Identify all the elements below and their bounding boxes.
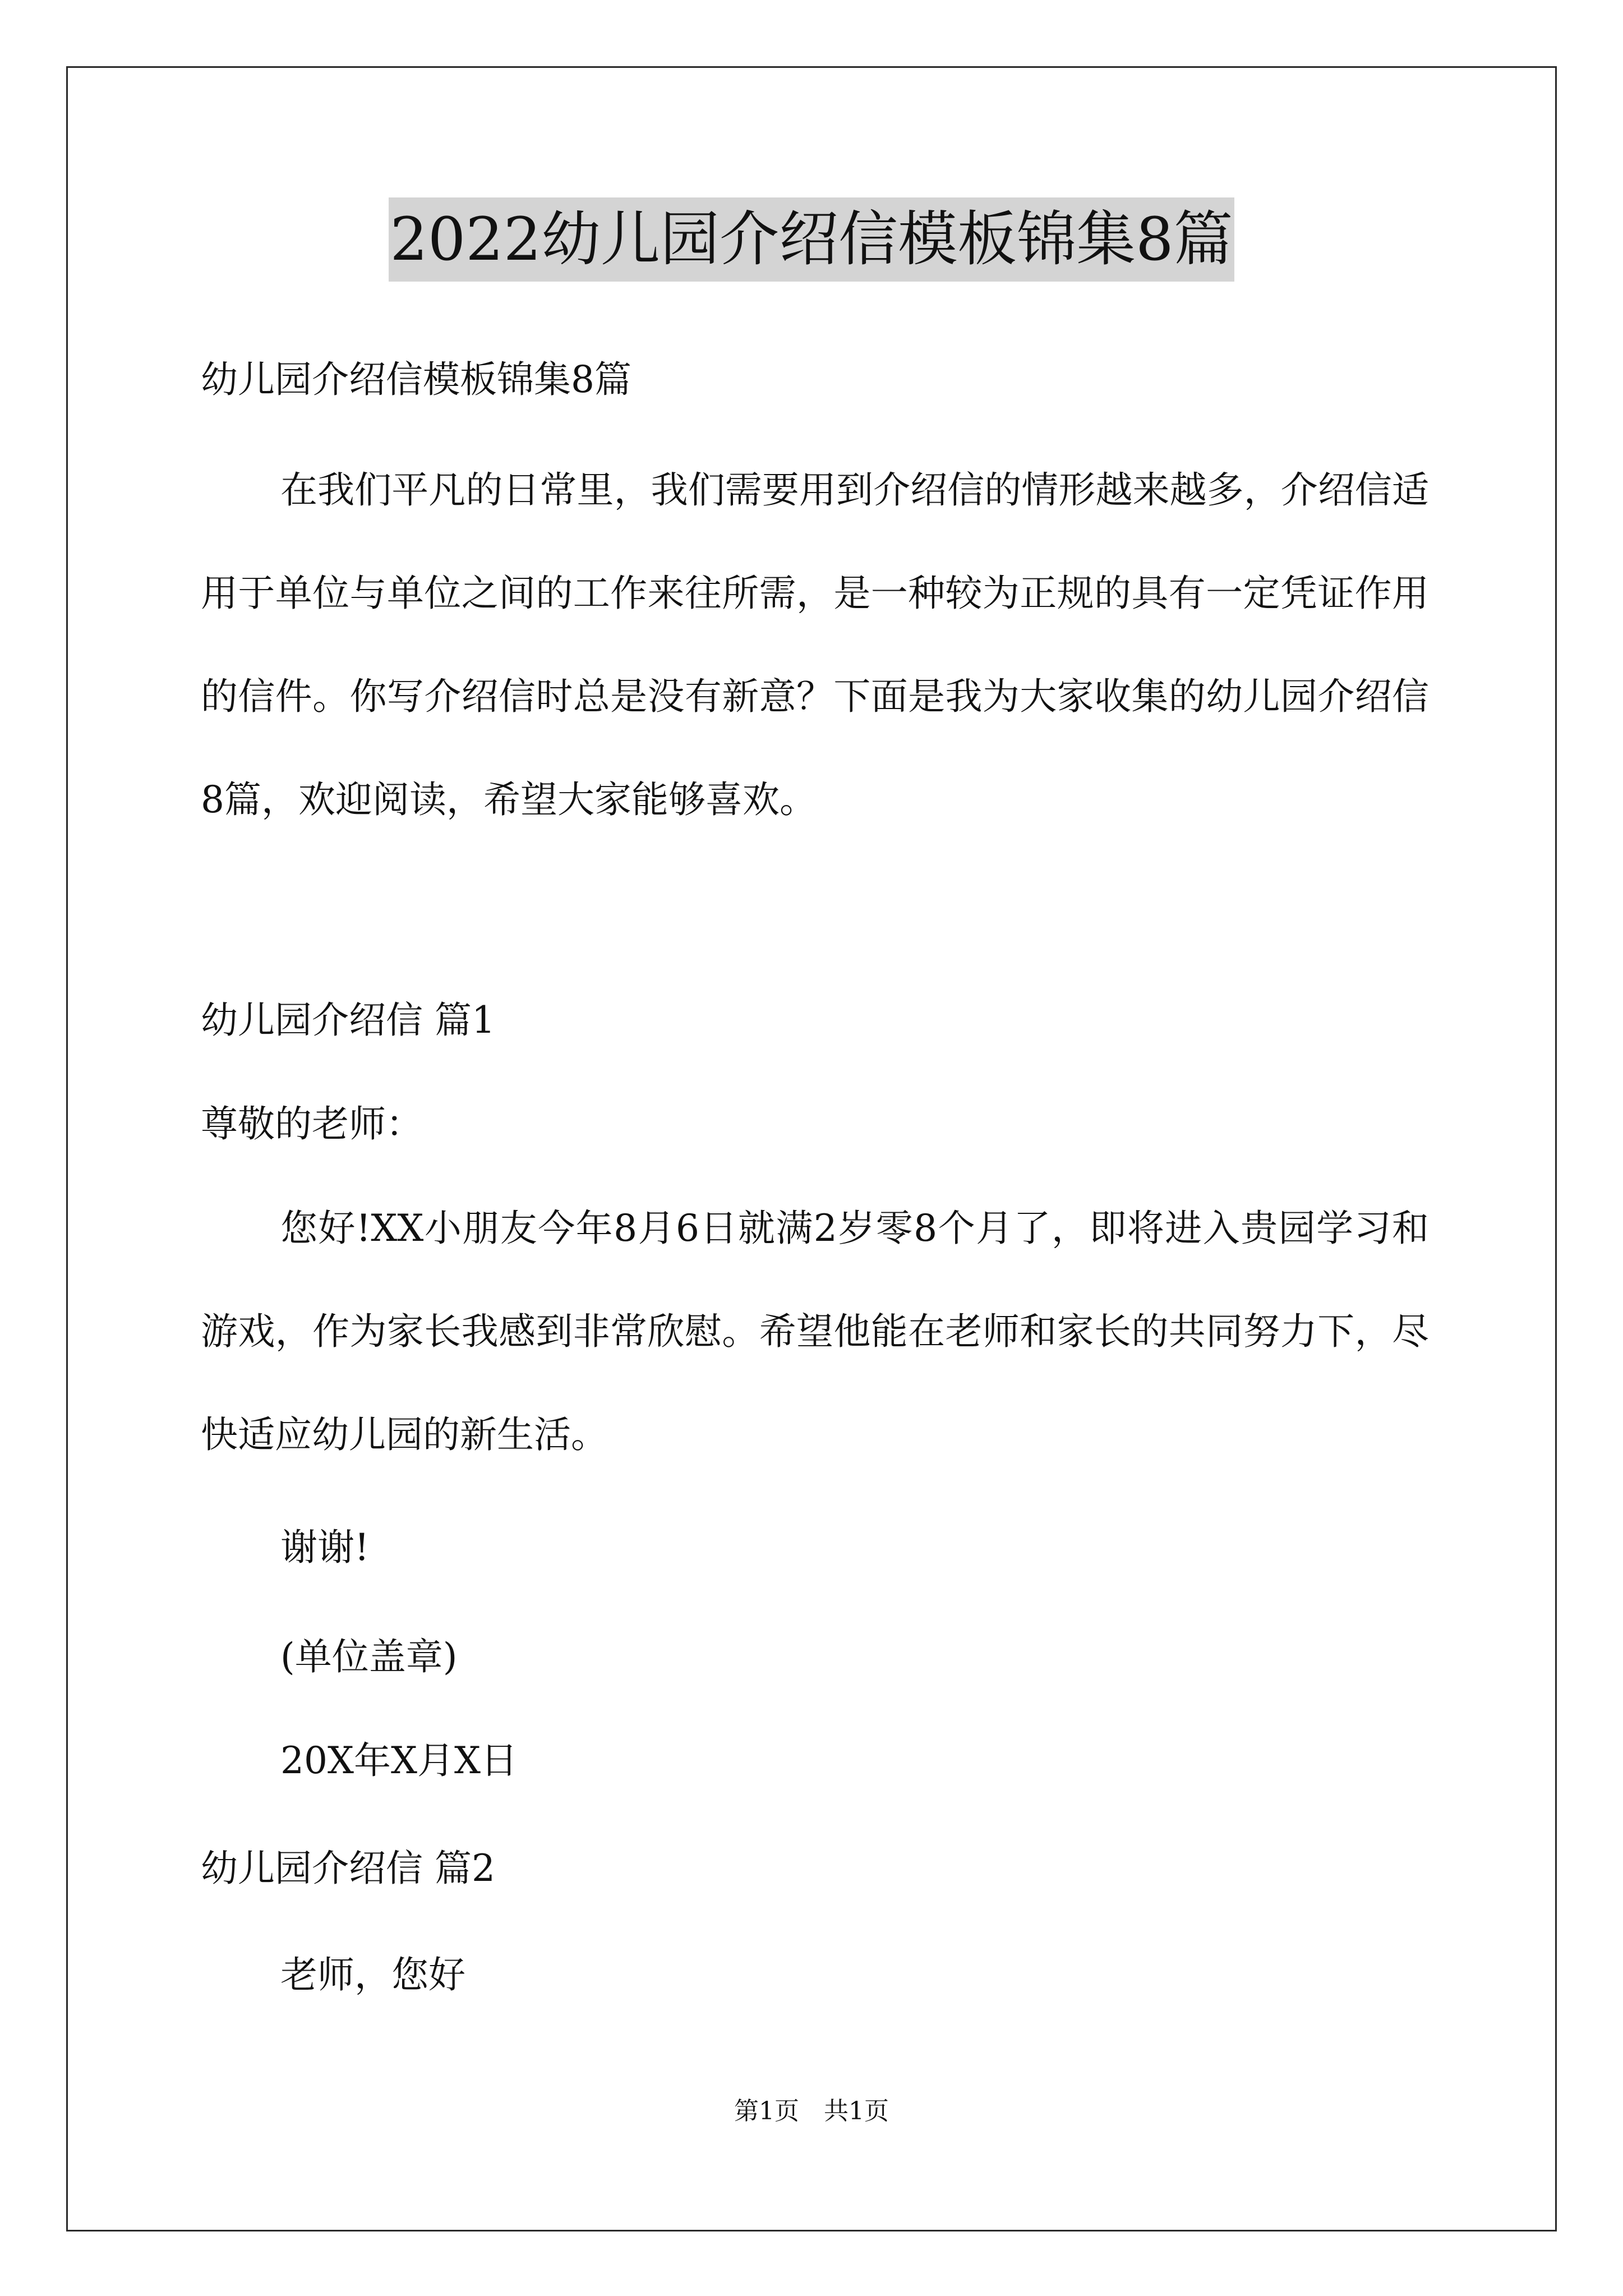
seal-line: (单位盖章) bbox=[280, 1635, 458, 1678]
section-2-greeting: 老师，您好 bbox=[280, 1953, 465, 1996]
section-1-heading: 幼儿园介绍信 篇1 bbox=[201, 999, 495, 1042]
section-1-body: 您好!XX小朋友今年8月6日就满2岁零8个月了，即将进入贵园学习和游戏，作为家长我感到非常欣慰。希望他能在老师和家长的共同努力下，尽快适应幼儿园的新生活。 bbox=[201, 1207, 1429, 1456]
document-subtitle: 幼儿园介绍信模板锦集8篇 bbox=[201, 358, 631, 401]
section-2-heading: 幼儿园介绍信 篇2 bbox=[201, 1847, 495, 1890]
salutation: 尊敬的老师： bbox=[201, 1102, 423, 1145]
thanks-line: 谢谢! bbox=[280, 1526, 370, 1569]
title-container bbox=[0, 197, 1623, 282]
page-footer: 第1页 共1页 bbox=[734, 2097, 889, 2125]
document-title: 2022幼儿园介绍信模板锦集8篇 bbox=[389, 197, 1234, 282]
date-line: 20X年X月X日 bbox=[280, 1739, 518, 1782]
intro-paragraph: 在我们平凡的日常里，我们需要用到介绍信的情形越来越多，介绍信适用于单位与单位之间的工作来往所需，是一种较为正规的具有一定凭证作用的信件。你写介绍信时总是没有新意？下面是我为大家收集的幼儿园介绍信8篇，欢迎阅读，希望大家能够喜欢。 bbox=[201, 468, 1429, 821]
